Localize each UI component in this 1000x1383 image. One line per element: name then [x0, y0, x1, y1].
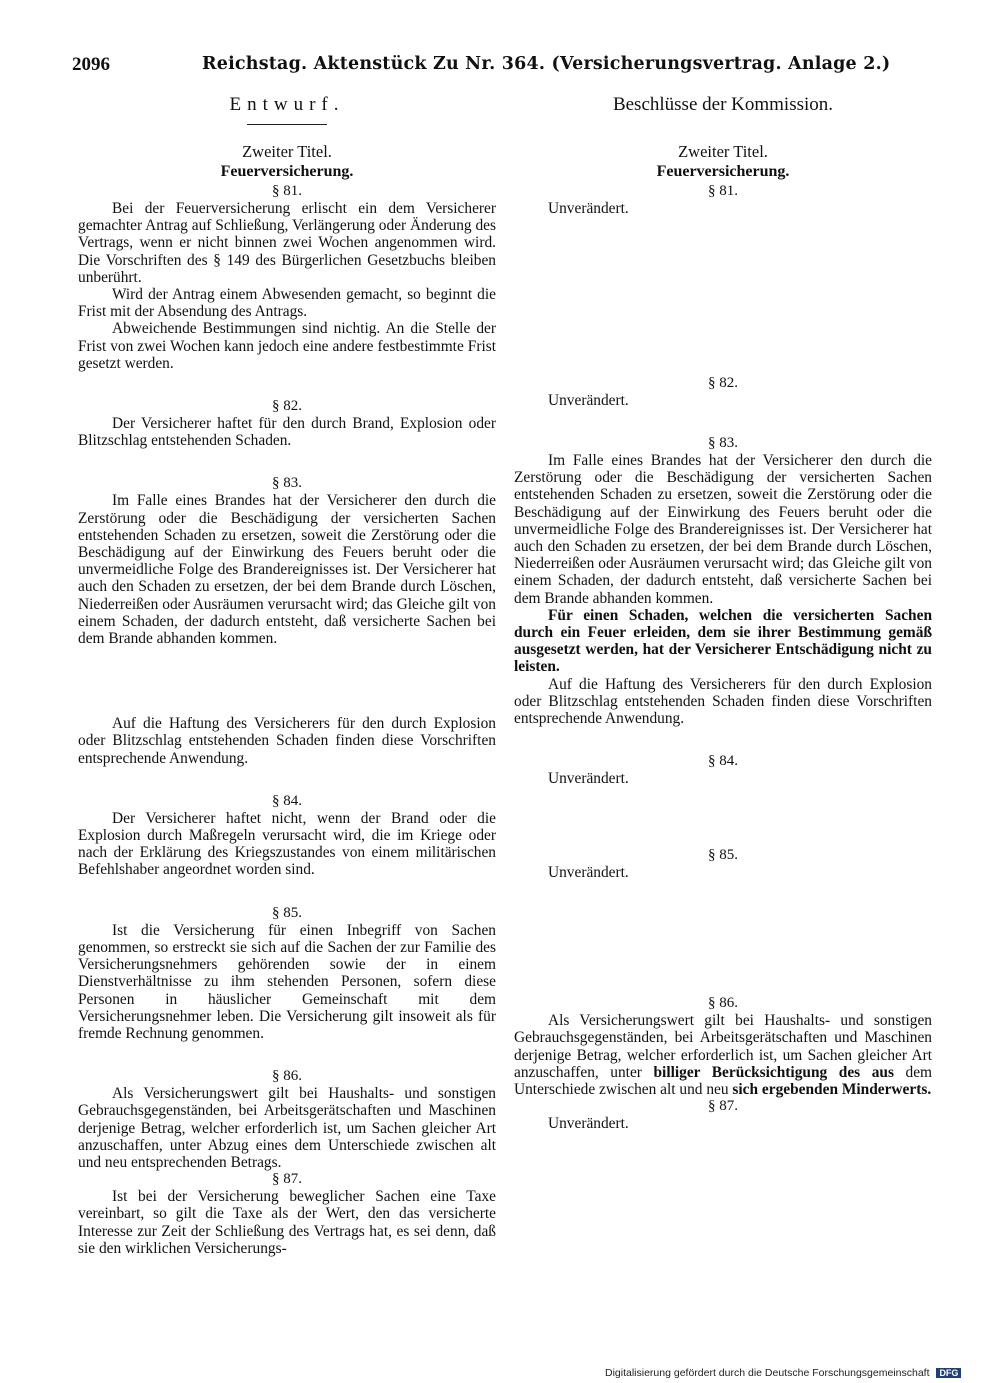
unchanged-note: Unverändert. — [548, 200, 629, 217]
title-main: Feuerversicherung. — [220, 163, 354, 180]
paragraph: Ist bei der Versicherung beweglicher Sachen eine Taxe vereinbart, so gilt die Taxe als der Wert, den das versicherte Interesse zur Zeit der Schließung des Vertrags hat, es sei denn, daß sie den wirklichen Versicherungs- — [78, 1188, 496, 1257]
unchanged-note: Unverändert. — [548, 392, 629, 409]
paragraph: Im Falle eines Brandes hat der Versicherer den durch die Zerstörung oder die Beschädigung der versicherten Sachen entstehenden Schaden zu ersetzen, soweit die Zerstörung oder die Beschädigung auf der Einwirkung des Feuers beruht oder die unvermeidliche Folge des Brandereignisses ist. Der Versicherer hat auch den Schaden zu ersetzen, der bei dem Brande durch Löschen, Niederreißen oder Ausräumen verursacht wird; das Gleiche gilt von einem Schaden, der dadurch entsteht, daß versicherte Sachen bei dem Brande abhanden kommen. — [514, 452, 932, 607]
paragraph: Bei der Feuerversicherung erlischt ein dem Versicherer gemachter Antrag auf Schließung, Verlängerung oder Änderung des Vertrags, wenn er nicht binnen zwei Wochen angenommen wird. Die Vorschriften des § 149 des Bürgerlichen Gesetzbuchs bleiben unberührt. — [78, 200, 496, 286]
paragraph: Als Versicherungswert gilt bei Haushalts- und sonstigen Gebrauchsgegenständen, bei Arbeitsgerätschaften und Maschinen derjenige Betrag, welcher erforderlich ist, um Sachen gleicher Art anzuschaffen, unter Abzug eines dem Unterschiede zwischen alt und neu entsprechenden Betrags. — [78, 1085, 496, 1171]
page-number: 2096 — [72, 54, 110, 75]
draft-heading: Entwurf. — [229, 94, 345, 115]
section-number: § 82. — [708, 375, 738, 391]
section-number: § 81. — [272, 183, 302, 199]
text-run: Als Versicherungswert gilt bei Haushalts- und sonstigen Gebrauchsgegenständen, bei Arbeitsgerätschaften und Maschinen derjenige Betrag, welcher erforderlich ist, um Sachen gleicher Art anzuschaffen, unter — [514, 1012, 932, 1081]
paragraph: Der Versicherer haftet nicht, wenn der Brand oder die Explosion durch Maßregeln verursacht wird, die im Kriege oder nach der Erklärung des Kriegszustandes von einem militärischen Befehlshaber angeordnet worden sind. — [78, 809, 496, 879]
paragraph — [514, 1012, 932, 1098]
paragraph: Auf die Haftung des Versicherers für den durch Explosion oder Blitzschlag entstehenden Schaden finden diese Vorschriften entsprechende Anwendung. — [514, 675, 932, 728]
paragraph: Auf die Haftung des Versicherers für den durch Explosion oder Blitzschlag entstehenden Schaden finden diese Vorschriften entsprechende Anwendung. — [78, 715, 496, 767]
title-sub: Zweiter Titel. — [678, 142, 768, 161]
paragraph: Ist die Versicherung für einen Inbegriff von Sachen genommen, so erstreckt sie sich auf die Sachen der zur Familie des Versicherungsnehmers gehörenden sowie der in einem Dienstverhältnisse zu ihm stehenden Personen, sofern diese Personen in häuslicher Gemeinschaft mit dem Versicherungsnehmer leben. Die Versicherung gilt insoweit als für fremde Rechnung genommen. — [78, 921, 496, 1042]
paragraph: Abweichende Bestimmungen sind nichtig. An die Stelle der Frist von zwei Wochen kann jedoch eine andere festbestimmte Frist gesetzt werden. — [78, 320, 496, 372]
paragraph: Der Versicherer haftet für den durch Brand, Explosion oder Blitzschlag entstehenden Schaden. — [78, 415, 496, 450]
heading-rule — [247, 124, 327, 125]
running-title: Reichstag. Aktenstück Zu Nr. 364. (Versicherungsvertrag. Anlage 2.) — [202, 54, 891, 74]
section-number: § 82. — [272, 398, 302, 415]
title-sub: Zweiter Titel. — [242, 142, 332, 161]
commission-column — [514, 96, 932, 1132]
section-number: § 83. — [708, 435, 738, 451]
section-number: § 85. — [272, 904, 302, 921]
section-number: § 84. — [272, 792, 302, 809]
text-run: dem Unterschiede zwischen alt und neu — [514, 1063, 933, 1099]
unchanged-note: Unverändert. — [548, 864, 629, 882]
dfg-logo: DFG — [936, 1368, 961, 1378]
unchanged-note: Unverändert. — [548, 1115, 629, 1133]
amended-text: billiger Berücksichtigung des aus — [653, 1063, 894, 1081]
paragraph: Wird der Antrag einem Abwesenden gemacht, so beginnt die Frist mit der Absendung des Antrags. — [78, 286, 496, 321]
section-number: § 84. — [708, 753, 738, 770]
amended-paragraph: Für einen Schaden, welchen die versicherten Sachen durch ein Feuer erleiden, dem sie ihrer Bestimmung gemäß ausgesetzt werden, hat der Versicherer Entschädigung nicht zu leisten. — [514, 606, 932, 676]
section-number: § 85. — [708, 847, 738, 864]
section-number: § 86. — [272, 1068, 302, 1085]
section-number: § 81. — [708, 183, 738, 199]
amended-text: sich ergebenden Minderwerts. — [732, 1081, 932, 1099]
paragraph: Im Falle eines Brandes hat der Versicherer den durch die Zerstörung oder die Beschädigung der versicherten Sachen entstehenden Schaden zu ersetzen, soweit die Zerstörung oder die Beschädigung auf der Einwirkung des Feuers beruht oder die unvermeidliche Folge des Brandereignisses ist. Der Versicherer hat auch den Schaden zu ersetzen, der bei dem Brande durch Löschen, Niederreißen oder Ausräumen verursacht wird; das Gleiche gilt von einem Schaden, der dadurch entsteht, daß versicherte Sachen bei dem Brande abhanden kommen. — [78, 492, 496, 648]
footer-text: Digitalisierung gefördert durch die Deutsche Forschungsgemeinschaft — [605, 1367, 930, 1379]
draft-column — [78, 96, 496, 1257]
section-number: § 87. — [708, 1098, 738, 1115]
footer — [605, 1367, 990, 1381]
section-number: § 86. — [708, 995, 738, 1012]
page-header — [72, 50, 932, 80]
commission-heading: Beschlüsse der Kommission. — [612, 94, 834, 115]
section-number: § 83. — [272, 475, 302, 492]
section-number: § 87. — [272, 1171, 302, 1188]
title-main: Feuerversicherung. — [656, 163, 790, 180]
unchanged-note: Unverändert. — [548, 770, 629, 788]
